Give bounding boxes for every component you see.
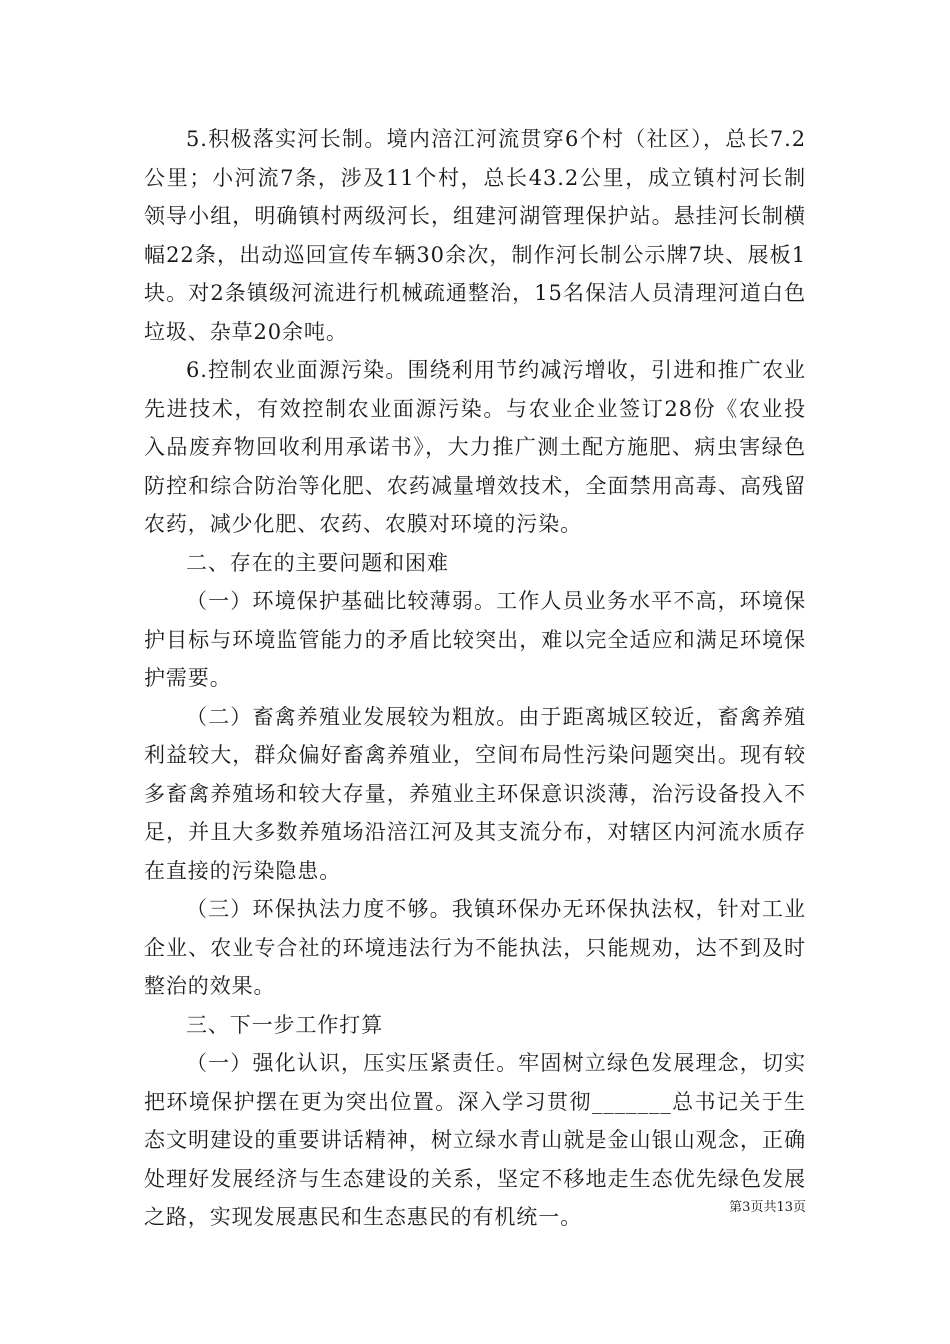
- page-number: 第3页共13页: [729, 1200, 806, 1215]
- paragraph-river-chief: 5.积极落实河长制。境内涪江河流贯穿6个村（社区），总长7.2公里；小河流7条，涉及11个村，总长43.2公里，成立镇村河长制领导小组，明确镇村两级河长，组建河湖管理保护站。悬挂河长制横幅22条，出动巡回宣传车辆30余次，制作河长制公示牌7块、展板1块。对2条镇级河流进行机械疏通整治，15名保洁人员清理河道白色垃圾、杂草20余吨。: [144, 127, 806, 344]
- document-body: [144, 120, 806, 1237]
- section-heading-next-steps: 三、下一步工作打算: [186, 1012, 384, 1037]
- paragraph-agricultural-pollution: 6.控制农业面源污染。围绕利用节约减污增收，引进和推广农业先进技术，有效控制农业面源污染。与农业企业签订28份《农业投入品废弃物回收利用承诺书》，大力推广测土配方施肥、病虫害绿色防控和综合防治等化肥、农药减量增效技术，全面禁用高毒、高残留农药，减少化肥、农药、农膜对环境的污染。: [144, 358, 806, 536]
- paragraph-problem-3: （三）环保执法力度不够。我镇环保办无环保执法权，针对工业企业、农业专合社的环境违法行为不能执法，只能规劝，达不到及时整治的效果。: [144, 897, 806, 998]
- paragraph-problem-2: （二）畜禽养殖业发展较为粗放。由于距离城区较近，畜禽养殖利益较大，群众偏好畜禽养殖业，空间布局性污染问题突出。现有较多畜禽养殖场和较大存量，养殖业主环保意识淡薄，治污设备投入不足，并且大多数养殖场沿涪江河及其支流分布，对辖区内河流水质存在直接的污染隐患。: [144, 704, 806, 883]
- paragraph-problem-1: （一）环境保护基础比较薄弱。工作人员业务水平不高，环境保护目标与环境监管能力的矛盾比较突出，难以完全适应和满足环境保护需要。: [144, 589, 806, 690]
- section-heading-problems: 二、存在的主要问题和困难: [186, 550, 449, 575]
- paragraph-next-step-1: （一）强化认识，压实压紧责任。牢固树立绿色发展理念，切实把环境保护摆在更为突出位置。深入学习贯彻_______总书记关于生态文明建设的重要讲话精神，树立绿水青山就是金山银山观念，正确处理好发展经济与生态建设的关系，坚定不移地走生态优先绿色发展之路，实现发展惠民和生态惠民的有机统一。: [144, 1051, 806, 1229]
